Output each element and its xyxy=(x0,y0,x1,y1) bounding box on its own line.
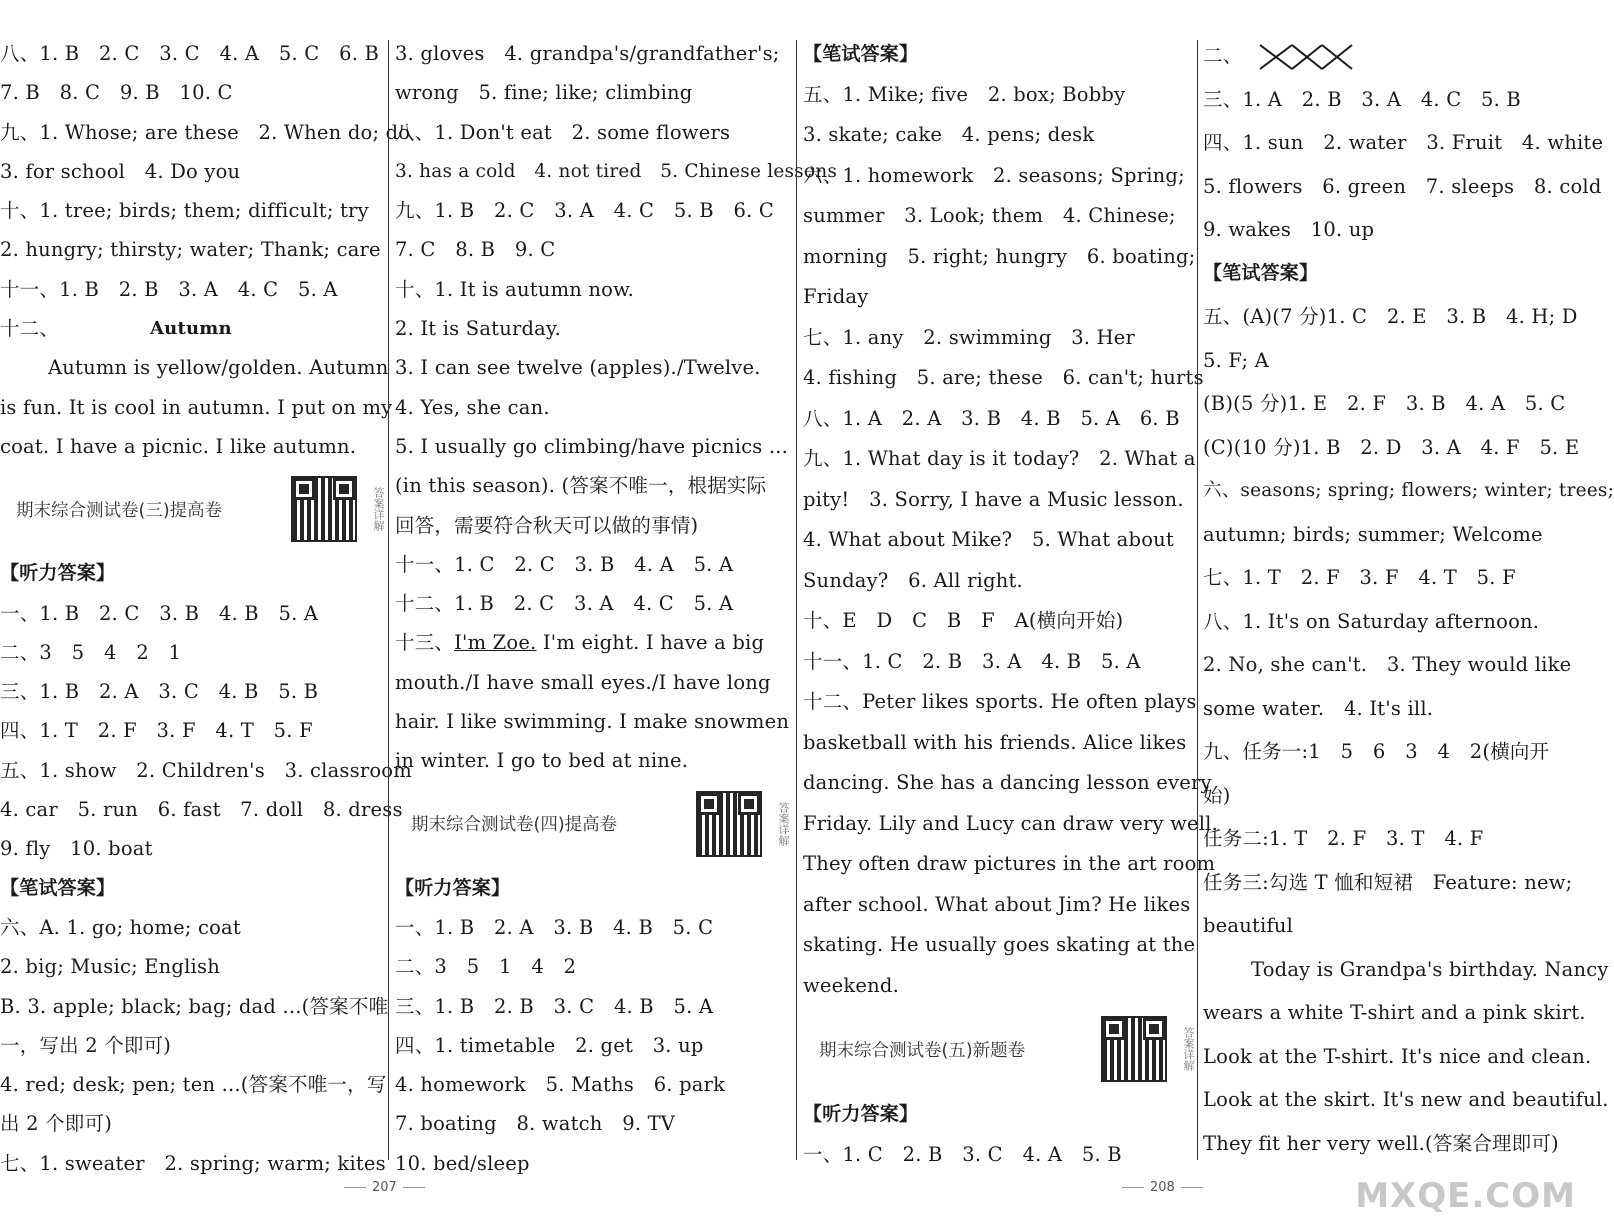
underlined-answer: I'm Zoe. xyxy=(454,631,537,655)
answer-line: 4. fishing 5. are; these 6. can't; hurts xyxy=(803,366,1204,389)
answer-line: Sunday? 6. All right. xyxy=(803,568,1023,592)
qr-code-icon[interactable] xyxy=(1101,1016,1167,1082)
answer-line: 9. fly 10. boat xyxy=(0,837,153,861)
answer-line: 3. gloves 4. grandpa's/grandfather's; xyxy=(395,42,780,65)
answer-line: They often draw pictures in the art room xyxy=(803,852,1216,875)
answer-line: 2. It is Saturday. xyxy=(395,317,562,341)
answer-line: 7. boating 8. watch 9. TV xyxy=(395,1112,676,1136)
essay-line: coat. I have a picnic. I like autumn. xyxy=(0,434,357,458)
answer-line: 2. hungry; thirsty; water; Thank; care xyxy=(0,238,381,262)
answer-line: autumn; birds; summer; Welcome xyxy=(1203,522,1543,546)
answer-line: 九、1. B 2. C 3. A 4. C 5. B 6. C xyxy=(395,199,775,223)
answer-line: beautiful xyxy=(1203,914,1294,937)
answer-line: 六、A. 1. go; home; coat xyxy=(0,915,241,939)
answer-line: 六、seasons; spring; flowers; winter; trees; xyxy=(1203,480,1614,501)
answer-line: (C)(10 分)1. B 2. D 3. A 4. F 5. E xyxy=(1203,435,1580,459)
answer-line: 3. I can see twelve (apples)./Twelve. xyxy=(395,356,761,380)
answer-line: 7. B 8. C 9. B 10. C xyxy=(0,81,233,105)
answer-line: 10. bed/sleep xyxy=(395,1151,530,1175)
answer-line: 3. has a cold 4. not tired 5. Chinese lessons xyxy=(395,160,838,182)
answer-line: summer 3. Look; them 4. Chinese; xyxy=(803,204,1176,227)
answer-line: 出 2 个即可) xyxy=(0,1112,113,1136)
answer-line: 八、1. Don't eat 2. some flowers xyxy=(395,120,731,144)
answer-line: 3. skate; cake 4. pens; desk xyxy=(803,123,1095,146)
answer-line: weekend. xyxy=(803,973,899,997)
answer-line: 八、1. A 2. A 3. B 4. B 5. A 6. B xyxy=(803,406,1180,430)
answer-line: 十、1. It is autumn now. xyxy=(395,277,635,301)
essay-heading-line xyxy=(0,309,385,348)
answer-line: B. 3. apple; black; bag; dad ...(答案不唯 xyxy=(0,994,389,1018)
test-banner-title: 期末综合测试卷(五)新题卷 xyxy=(819,1040,1026,1061)
qr-code-icon[interactable] xyxy=(291,476,357,542)
answer-line: 任务二:1. T 2. F 3. T 4. F xyxy=(1203,827,1484,850)
column-divider xyxy=(796,40,797,1160)
column-divider xyxy=(388,40,389,1160)
answer-line: 三、1. B 2. A 3. C 4. B 5. B xyxy=(0,680,319,704)
item-label: 二、 xyxy=(1203,44,1243,67)
qr-caption: 答案详解 xyxy=(372,487,385,532)
answer-line: 九、1. Whose; are these 2. When do; do xyxy=(0,120,411,144)
answer-line: 五、1. Mike; five 2. box; Bobby xyxy=(803,82,1126,106)
answer-line: 二、3 5 4 2 1 xyxy=(0,640,182,664)
answer-line: after school. What about Jim? He likes xyxy=(803,892,1191,916)
essay-line: Autumn is yellow/golden. Autumn xyxy=(48,356,389,380)
answer-line: 7. C 8. B 9. C xyxy=(395,238,556,262)
answer-line: 七、1. sweater 2. spring; warm; kites xyxy=(0,1151,386,1175)
page-number-right xyxy=(1116,1180,1209,1195)
qr-caption: 答案详解 xyxy=(1182,1027,1195,1071)
answer-line: 四、1. T 2. F 3. F 4. T 5. F xyxy=(0,719,313,743)
answer-line: 九、任务一:1 5 6 3 4 2(横向开 xyxy=(1203,740,1550,763)
answer-line: 一、1. B 2. A 3. B 4. B 5. C xyxy=(395,915,714,939)
answer-line: dancing. She has a dancing lesson every xyxy=(803,771,1212,794)
answer-line: in winter. I go to bed at nine. xyxy=(395,749,689,773)
answer-line: 4. homework 5. Maths 6. park xyxy=(395,1073,726,1097)
test-banner xyxy=(0,472,385,546)
answer-line: 六、1. homework 2. seasons; Spring; xyxy=(803,163,1185,187)
answer-text: I'm eight. I have a big xyxy=(536,631,765,655)
answer-line: (in this season). (答案不唯一，根据实际 xyxy=(395,474,767,498)
essay-label: 十二、 xyxy=(0,317,60,341)
answer-line: pity! 3. Sorry, I have a Music lesson. xyxy=(803,487,1184,511)
test-banner xyxy=(803,1012,1195,1086)
answer-line: 三、1. A 2. B 3. A 4. C 5. B xyxy=(1203,87,1521,111)
answer-line: 4. Yes, she can. xyxy=(395,395,550,419)
answer-line: 3. for school 4. Do you xyxy=(0,159,241,183)
answer-line: Friday xyxy=(803,285,869,308)
answer-line: 9. wakes 10. up xyxy=(1203,218,1375,241)
answer-line: (B)(5 分)1. E 2. F 3. B 4. A 5. C xyxy=(1203,392,1566,415)
answer-line: 5. I usually go climbing/have picnics ... xyxy=(395,434,789,458)
section-heading: 【笔试答案】 xyxy=(0,876,116,899)
watermark-logo: MXQE.COM xyxy=(1355,1176,1576,1216)
answer-line: 七、1. T 2. F 3. F 4. T 5. F xyxy=(1203,566,1516,589)
essay-line: is fun. It is cool in autumn. I put on my xyxy=(0,395,393,419)
qr-code-icon[interactable] xyxy=(696,791,762,857)
essay-line: wears a white T-shirt and a pink skirt. xyxy=(1203,1001,1586,1024)
answer-line: 4. car 5. run 6. fast 7. doll 8. dress xyxy=(0,798,403,822)
page-number-left xyxy=(338,1180,431,1195)
essay-line: They fit her very well.(答案合理即可) xyxy=(1203,1131,1559,1155)
answer-line: 始) xyxy=(1203,783,1231,807)
answer-line: 回答，需要符合秋天可以做的事情) xyxy=(395,513,699,537)
answer-line: Friday. Lily and Lucy can draw very well. xyxy=(803,811,1218,835)
answer-line-13 xyxy=(395,623,790,662)
answer-line: morning 5. right; hungry 6. boating; xyxy=(803,244,1196,268)
test-banner xyxy=(395,787,790,861)
answer-line: 二、3 5 1 4 2 xyxy=(395,955,577,979)
answer-line: mouth./I have small eyes./I have long xyxy=(395,670,771,694)
section-heading: 【听力答案】 xyxy=(803,1103,919,1125)
section-heading: 【听力答案】 xyxy=(0,562,116,585)
answer-line: 一，写出 2 个即可) xyxy=(0,1033,172,1057)
test-banner-title: 期末综合测试卷(四)提高卷 xyxy=(411,815,618,836)
answer-line: 十一、1. B 2. B 3. A 4. C 5. A xyxy=(0,277,338,301)
matching-lines-icon xyxy=(1256,41,1356,73)
matching-answer-line xyxy=(1203,34,1596,78)
answer-line: 4. red; desk; pen; ten ...(答案不唯一，写 xyxy=(0,1073,387,1097)
section-heading: 【笔试答案】 xyxy=(1203,261,1319,284)
column-divider xyxy=(1197,40,1198,1160)
answer-line: 5. F; A xyxy=(1203,348,1269,372)
answer-line: 九、1. What day is it today? 2. What a xyxy=(803,447,1196,470)
answer-line: 十、E D C B F A(横向开始) xyxy=(803,609,1124,632)
essay-title: Autumn xyxy=(150,318,232,340)
answer-line: 四、1. timetable 2. get 3. up xyxy=(395,1033,704,1057)
answer-line: 五、(A)(7 分)1. C 2. E 3. B 4. H; D xyxy=(1203,305,1578,328)
section-heading: 【听力答案】 xyxy=(395,876,511,899)
qr-caption: 答案详解 xyxy=(777,801,790,846)
answer-line: 四、1. sun 2. water 3. Fruit 4. white xyxy=(1203,131,1604,154)
answer-line: 2. No, she can't. 3. They would like xyxy=(1203,653,1572,676)
answer-line: 八、1. It's on Saturday afternoon. xyxy=(1203,609,1540,633)
answer-line: 5. flowers 6. green 7. sleeps 8. cold xyxy=(1203,174,1602,198)
answer-line: 一、1. C 2. B 3. C 4. A 5. B xyxy=(803,1142,1122,1166)
answer-line: 十、1. tree; birds; them; difficult; try xyxy=(0,199,369,223)
essay-line: Look at the T-shirt. It's nice and clean. xyxy=(1203,1044,1592,1068)
answer-line: some water. 4. It's ill. xyxy=(1203,696,1434,720)
page-number-text: 207 xyxy=(372,1180,397,1195)
answer-line: basketball with his friends. Alice likes xyxy=(803,730,1187,754)
section-heading: 【笔试答案】 xyxy=(803,43,919,65)
answer-line: 三、1. B 2. B 3. C 4. B 5. A xyxy=(395,994,714,1018)
column-4 xyxy=(1203,34,1614,1174)
answer-line: 任务三:勾选 T 恤和短裙 Feature: new; xyxy=(1203,870,1573,894)
answer-line: hair. I like swimming. I make snowmen xyxy=(395,710,790,734)
answer-line: 4. What about Mike? 5. What about xyxy=(803,528,1174,551)
page-number-text: 208 xyxy=(1150,1180,1175,1195)
answer-line: 十一、1. C 2. B 3. A 4. B 5. A xyxy=(803,649,1141,673)
answer-line: 十二、1. B 2. C 3. A 4. C 5. A xyxy=(395,592,734,616)
essay-line: Look at the skirt. It's new and beautiful. xyxy=(1203,1088,1609,1111)
column-1 xyxy=(0,34,412,1175)
test-banner-title: 期末综合测试卷(三)提高卷 xyxy=(16,500,223,521)
answer-line: skating. He usually goes skating at the xyxy=(803,933,1196,956)
answer-line: 八、1. B 2. C 3. C 4. A 5. C 6. B xyxy=(0,42,380,65)
column-3 xyxy=(803,34,1218,1174)
item-label: 十三、 xyxy=(395,631,455,655)
answer-line: 五、1. show 2. Children's 3. classroom xyxy=(0,758,412,782)
answer-line: 2. big; Music; English xyxy=(0,955,220,979)
answer-line: 十二、Peter likes sports. He often plays xyxy=(803,690,1197,713)
answer-line: 七、1. any 2. swimming 3. Her xyxy=(803,325,1136,349)
answer-line: 十一、1. C 2. C 3. B 4. A 5. A xyxy=(395,552,734,576)
essay-line: Today is Grandpa's birthday. Nancy xyxy=(1251,957,1609,981)
answer-line: wrong 5. fine; like; climbing xyxy=(395,81,693,105)
answer-line: 一、1. B 2. C 3. B 4. B 5. A xyxy=(0,601,319,625)
